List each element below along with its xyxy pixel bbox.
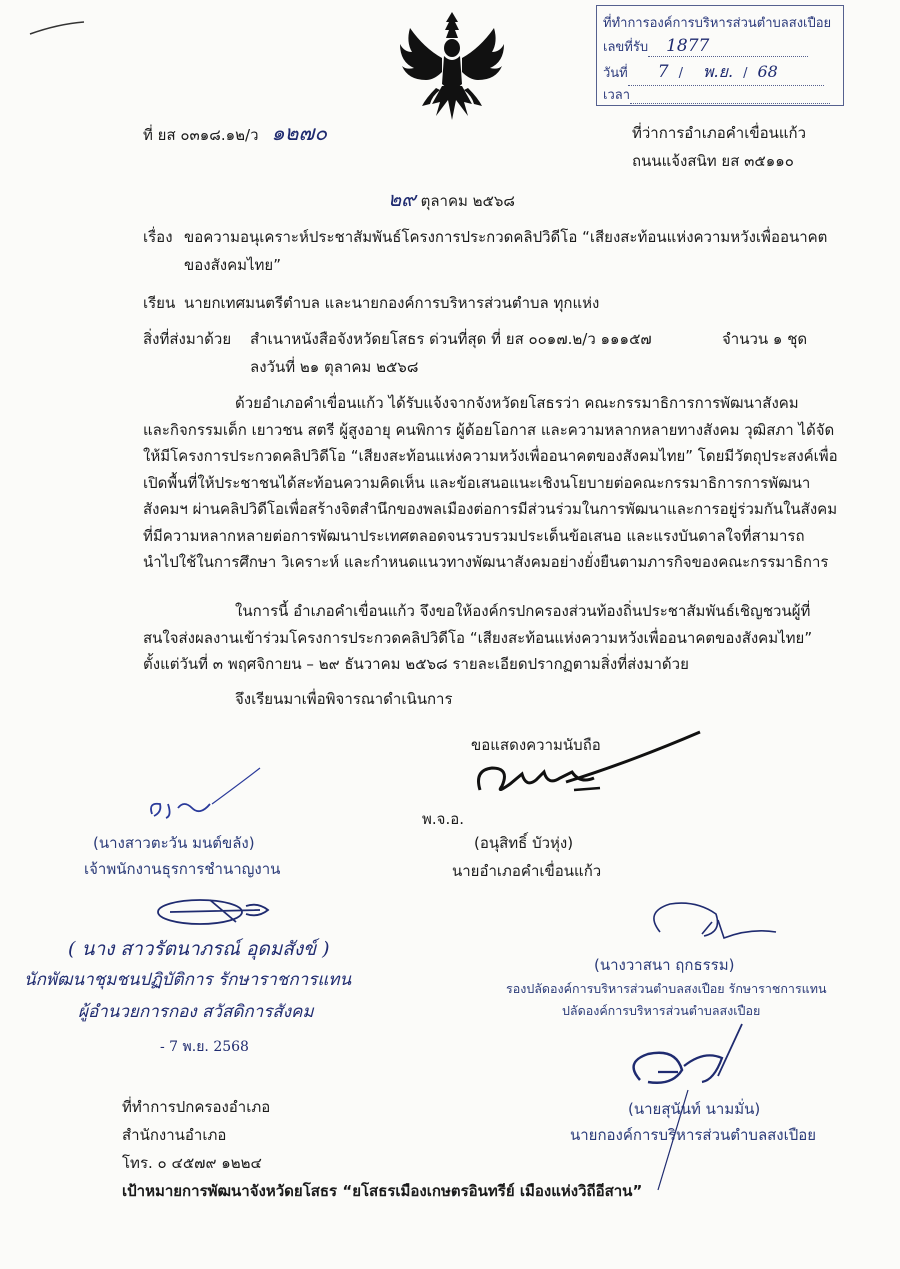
handwritten-name: ( นาง สาวรัตนาภรณ์ อุดมสังข์ ) <box>68 938 330 960</box>
signer-name: (อนุสิทธิ์ บัวหุ่ง) <box>474 834 574 852</box>
body-line: ให้มีโครงการประกวดคลิปวิดีโอ “เสียงสะท้อนแห่งความหวังเพื่ออนาคตของสังคมไทย” โดยมีวัตถุประสงค์เพื่อ <box>143 447 838 465</box>
body-line: ด้วยอำเภอคำเขื่อนแก้ว ได้รับแจ้งจากจังหวัดยโสธรว่า คณะกรรมาธิการการพัฒนาสังคม <box>235 394 799 412</box>
letter-date-rest: ตุลาคม ๒๕๖๘ <box>420 192 516 210</box>
subject-label: เรื่อง <box>143 228 173 246</box>
footer-office-line1: ที่ทำการปกครองอำเภอ <box>122 1098 271 1116</box>
subject-line1: ขอความอนุเคราะห์ประชาสัมพันธ์โครงการประกวดคลิปวิดีโอ “เสียงสะท้อนแห่งความหวังเพื่ออนาคต <box>184 228 828 246</box>
body-line: ตั้งแต่วันที่ ๓ พฤศจิกายน – ๒๙ ธันวาคม ๒๕๖๘ รายละเอียดปรากฏตามสิ่งที่ส่งมาด้วย <box>143 655 689 673</box>
letter-date <box>388 188 515 212</box>
deputy-signature <box>640 892 780 952</box>
body-paragraph-2 <box>143 598 833 678</box>
footer-phone: โทร. ๐ ๔๕๗๙ ๑๒๒๔ <box>122 1154 262 1172</box>
body-line: สนใจส่งผลงานเข้าร่วมโครงการประกวดคลิปวิดีโอ “เสียงสะท้อนแห่งความหวังเพื่ออนาคตของสังคมไทย” <box>143 628 813 647</box>
handwritten-title: นักพัฒนาชุมชนปฏิบัติการ รักษาราชการแทน <box>24 970 352 990</box>
clerk-initials <box>112 764 262 834</box>
receipt-stamp: ที่ทำการองค์การบริหารส่วนตำบลสงเปือย เลขที่รับ 1877 วันที่ 7 / พ.ย. / 68 เวลา <box>596 5 844 106</box>
subject-line2: ของสังคมไทย” <box>184 256 281 274</box>
enclosure-line2: ลงวันที่ ๒๑ ตุลาคม ๒๕๖๘ <box>250 358 419 376</box>
body-line: ที่มีความหลากหลายต่อการพัฒนาประเทศตลอดจนรวบรวมประเด็นข้อเสนอ และแรงบันดาลใจที่สามารถ <box>143 526 805 545</box>
body-line: นำไปใช้ในการศึกษา วิเคราะห์ และกำหนดแนวทางพัฒนาสังคมอย่างยั่งยืนตามภารกิจของคณะกรรมาธิการ <box>143 553 829 571</box>
footer-office-line2: สำนักงานอำเภอ <box>122 1126 227 1144</box>
chief-name: (นายสุนันท์ นามมั่น) <box>628 1100 761 1118</box>
stamp-header: ที่ทำการองค์การบริหารส่วนตำบลสงเปือย <box>603 16 832 31</box>
footer-slogan: เป้าหมายการพัฒนาจังหวัดยโสธร “ยโสธรเมืองเกษตรอินทรีย์ เมืองแห่งวิถีอีสาน” <box>122 1182 643 1200</box>
deputy-name: (นางวาสนา ฤกธรรม) <box>594 956 735 974</box>
body-line: สังคมฯ ผ่านคลิปวิดีโอเพื่อสร้างจิตสำนึกของพลเมืองต่อการมีส่วนร่วมในการพัฒนาและการอยู่ร่วมกันในสังคม <box>143 500 838 518</box>
district-officer-signature <box>470 728 710 808</box>
closing-phrase: ขอแสดงความนับถือ <box>471 736 601 754</box>
stamp-date-year: 68 <box>757 62 778 81</box>
garuda-emblem-icon <box>396 8 508 124</box>
office-address-line1: ที่ว่าการอำเภอคำเขื่อนแก้ว <box>632 124 807 142</box>
deputy-title-line2: ปลัดองค์การบริหารส่วนตำบลสงเปือย <box>562 1003 761 1018</box>
office-address-line2: ถนนแจ้งสนิท ยส ๓๕๑๑๐ <box>632 152 794 170</box>
letter-reference <box>143 122 327 146</box>
body-paragraph-1 <box>143 390 838 576</box>
enclosure-label: สิ่งที่ส่งมาด้วย <box>143 330 232 348</box>
reference-label: ที่ ยส ๐๓๑๘.๑๒/ว <box>143 126 259 144</box>
stamp-date-month: พ.ย. <box>702 62 734 81</box>
stamp-time-label: เวลา <box>603 88 631 103</box>
letter-date-day: ๒๙ <box>388 187 416 211</box>
stamp-number-value: 1877 <box>666 36 710 56</box>
recipient-label: เรียน <box>143 294 176 312</box>
enclosure-line1: สำเนาหนังสือจังหวัดยโสธร ด่วนที่สุด ที่ ยส ๐๐๑๗.๒/ว ๑๑๑๕๗ <box>250 330 652 348</box>
stamp-date-day: 7 <box>657 62 669 82</box>
stamp-date-label: วันที่ <box>603 66 628 81</box>
body-line: ในการนี้ อำเภอคำเขื่อนแก้ว จึงขอให้องค์กรปกครองส่วนท้องถิ่นประชาสัมพันธ์เชิญชวนผู้ที่ <box>235 602 811 620</box>
clerk-name: (นางสาวตะวัน มนต์ขลัง) <box>93 834 255 852</box>
clerk-title: เจ้าพนักงานธุรการชำนาญงาน <box>84 860 281 878</box>
reference-number: ๑๒๗๐ <box>271 121 328 145</box>
recipient-text: นายกเทศมนตรีตำบล และนายกองค์การบริหารส่วนตำบล ทุกแห่ง <box>184 294 600 312</box>
signer-prefix: พ.จ.อ. <box>422 810 464 828</box>
handwritten-date: - 7 พ.ย. 2568 <box>160 1039 249 1055</box>
pen-stroke-mark <box>28 18 88 38</box>
deputy-title-line1: รองปลัดองค์การบริหารส่วนตำบลสงเปือย รักษาราชการแทน <box>506 981 827 996</box>
stamp-number-label: เลขที่รับ <box>603 40 649 55</box>
body-line: และกิจกรรมเด็ก เยาวชน สตรี ผู้สูงอายุ คนพิการ ผู้ด้อยโอกาส และความหลากหลายทางสังคม วุฒิสภา ได้จัด <box>143 420 835 439</box>
chief-title: นายกองค์การบริหารส่วนตำบลสงเปือย <box>570 1126 817 1144</box>
staff-signature <box>150 892 280 928</box>
signer-title: นายอำเภอคำเขื่อนแก้ว <box>452 862 602 880</box>
handwritten-division: ผู้อำนวยการกอง สวัสดิการสังคม <box>78 1002 314 1022</box>
closing-request: จึงเรียนมาเพื่อพิจารณาดำเนินการ <box>235 690 453 708</box>
body-line: เปิดพื้นที่ให้ประชาชนได้สะท้อนความคิดเห็น และข้อเสนอแนะเชิงนโยบายต่อคณะกรรมาธิการการพัฒนา <box>143 473 811 492</box>
enclosure-count: จำนวน ๑ ชุด <box>722 330 808 348</box>
